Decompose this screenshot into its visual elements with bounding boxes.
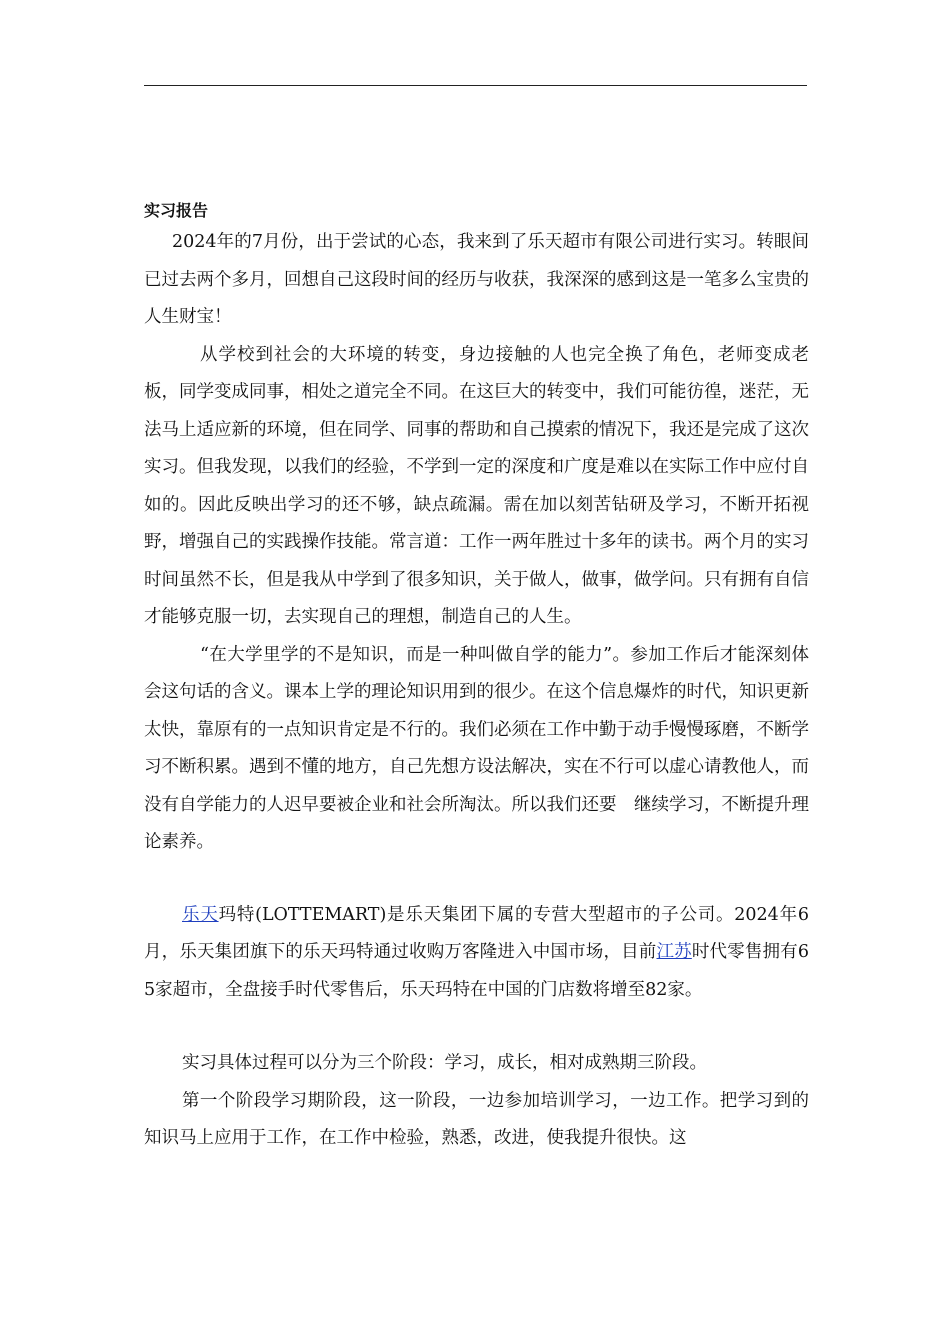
paragraph-lottemart-text-2: 时代零售拥有65家超市，全盘接手时代零售后，乐天玛特在中国的门店数将增至82家。 <box>144 942 809 1000</box>
document-title: 实习报告 <box>144 201 209 220</box>
paragraph-lottemart <box>144 897 809 1010</box>
document-body <box>144 198 809 1158</box>
paragraph-transition: 从学校到社会的大环境的转变，身边接触的人也完全换了角色，老师变成老板，同学变成同事，相处之道完全不同。在这巨大的转变中，我们可能彷徨，迷茫，无法马上适应新的环境，但在同学、同事的帮助和自己摸索的情况下，我还是完成了这次实习。但我发现，以我们的经验，不学到一定的深度和广度是难以在实际工作中应付自如的。因此反映出学习的还不够，缺点疏漏。需在加以刻苦钻研及学习，不断开拓视野，增强自己的实践操作技能。常言道：工作一两年胜过十多年的读书。两个月的实习时间虽然不长，但是我从中学到了很多知识，关于做人，做事，做学问。只有拥有自信才能够克服一切，去实现自己的理想，制造自己的人生。 <box>144 344 809 627</box>
link-lotte[interactable]: 乐天 <box>182 904 219 925</box>
paragraph-stage-one: 第一个阶段学习期阶段，这一阶段，一边参加培训学习，一边工作。把学习到的知识马上应用于工作，在工作中检验，熟悉，改进，使我提升很快。这 <box>144 1090 809 1148</box>
paragraph-intro: 2024年的7月份，出于尝试的心态，我来到了乐天超市有限公司进行实习。转眼间已过去两个多月，回想自己这段时间的经历与收获，我深深的感到这是一笔多么宝贵的人生财宝！ <box>144 232 809 327</box>
link-jiangsu[interactable]: 江苏 <box>656 942 692 962</box>
paragraph-lottemart-text-1: 玛特(LOTTEMART)是乐天集团下属的专营大型超市的子公司。2024年6月，乐天集团旗下的乐天玛特通过收购万客隆进入中国市场，目前 <box>144 904 810 962</box>
paragraph-stages: 实习具体过程可以分为三个阶段：学习，成长，相对成熟期三阶段。 <box>182 1053 707 1073</box>
header-rule <box>144 85 807 86</box>
paragraph-self-learning: “在大学里学的不是知识，而是一种叫做自学的能力”。参加工作后才能深刻体会这句话的含义。课本上学的理论知识用到的很少。在这个信息爆炸的时代，知识更新太快，靠原有的一点知识肯定是不行的。我们必须在工作中勤于动手慢慢琢磨，不断学习不断积累。遇到不懂的地方，自己先想方设法解决，实在不行可以虚心请教他人，而没有自学能力的人迟早要被企业和社会所淘汰。所以我们还要 继续学习，不断提升理论素养。 <box>144 644 809 852</box>
